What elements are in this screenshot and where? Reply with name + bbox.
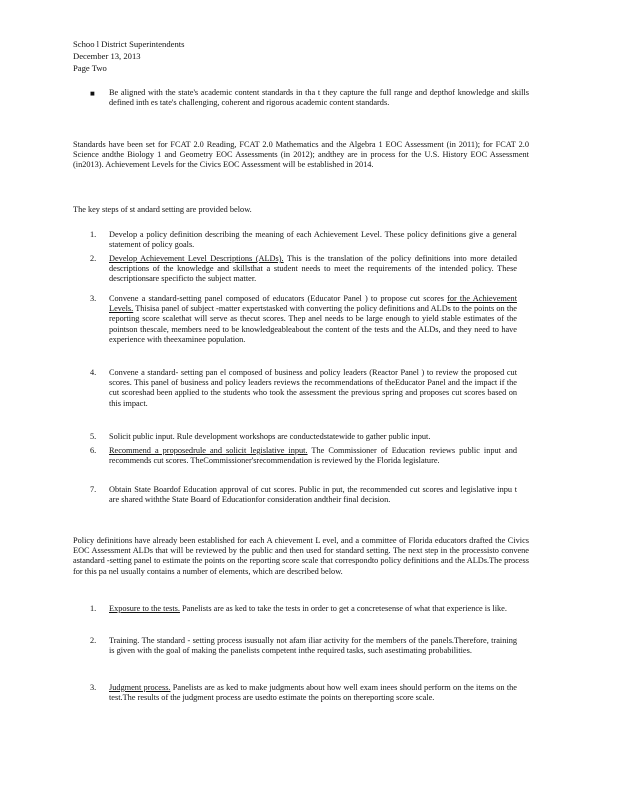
- element-lead: Training.: [109, 636, 140, 645]
- step-item: [109, 432, 539, 442]
- element-item: [109, 636, 517, 656]
- step-item: [109, 446, 517, 466]
- element-lead-underlined: Judgment process.: [109, 683, 171, 692]
- step-lead-underlined: Develop Achievement Level Descriptions (ALDs).: [109, 254, 284, 263]
- element-number: 2.: [90, 636, 97, 645]
- step-item: [109, 230, 517, 250]
- policy-paragraph: Policy definitions have already been established for each A chievement L evel, and a committee of Florida educators drafted the Civics EOC Assessment ALDs that will be reviewed by the public and then used for standard setting. The next step in the processisto convene astandard -setting panel to estimate the points on the reporting score scale that correspondto policy definitions and the ALDs.The process for this pa nel usually contains a number of elements, which are described below.: [73, 536, 529, 576]
- step-item: [109, 254, 517, 285]
- step-lead-underlined: for the Achievement Levels.: [109, 294, 517, 314]
- element-text: The standard - setting process isusually not afam iliar activity for the members of the panels.Therefore, training is given with the goal of making the panelists competent inthe required tasks, such asestimating probabilities.: [109, 636, 517, 656]
- step-text: Develop a policy definition describing the meaning of each Achievement Level. These policy definitions give a general statement of policy goals.: [109, 230, 517, 250]
- step-number: 3.: [90, 294, 97, 303]
- step-item: [109, 485, 517, 505]
- step-text: Convene a standard-setting panel composed of educators (Educator Panel ) to propose cut scores: [109, 294, 448, 303]
- step-number: 5.: [90, 432, 97, 441]
- step-item: [109, 294, 517, 345]
- step-number: 1.: [90, 230, 97, 239]
- step-text: Obtain State Boardof Education approval of cut scores. Public in put, the recommended cut scores and legislative inpu t are shared withthe State Board of Educationfor consideration andtheir final decision.: [109, 485, 517, 505]
- bullet-icon: ■: [90, 89, 95, 98]
- standards-paragraph: Standards have been set for FCAT 2.0 Reading, FCAT 2.0 Mathematics and the Algebra 1 EOC Assessment (in 2011); for FCAT 2.0 Science andthe Biology 1 and Geometry EOC Assessments (in 2012); andthey are in process for the U.S. History EOC Assessment (in2013). Achievement Levels for the Civics EOC Assessment will be established in 2014.: [73, 140, 529, 170]
- element-item: [109, 604, 517, 614]
- step-text: Convene a standard- setting pan el composed of business and policy leaders (Reactor Panel ) to review the proposed cut scores. This panel of business and policy leaders reviews the recommendations of theEducator Panel and the impact if the cut scoreshad been applied to the students who took the assessment the previous spring and proposes cut scores based on this impact.: [109, 368, 517, 408]
- element-number: 1.: [90, 604, 97, 613]
- element-item: [109, 683, 517, 703]
- element-lead-underlined: Exposure to the tests.: [109, 604, 180, 613]
- step-number: 6.: [90, 446, 97, 455]
- letter-header: [73, 38, 184, 74]
- step-number: 2.: [90, 254, 97, 263]
- step-item: [109, 368, 517, 409]
- header-date: December 13, 2013: [73, 51, 141, 61]
- step-text: Solicit public input. Rule development workshops are conductedstatewide to gather public input.: [109, 432, 431, 441]
- step-number: 7.: [90, 485, 97, 494]
- step-number: 4.: [90, 368, 97, 377]
- step-text: This is the translation of the policy definitions into more detailed descriptions of the knowledge and skillsthat a student needs to meet the requirements of the intended policy. These descriptionsare specificto the subject matter.: [109, 254, 517, 284]
- step-lead-underlined: Recommend a proposedrule and solicit legislative input.: [109, 446, 308, 455]
- bullet-paragraph: Be aligned with the state's academic content standards in tha t they capture the full range and depthof knowledge and skills defined inth es tate's challenging, coherent and rigorous academic content standards.: [109, 88, 529, 108]
- step-text-continued: Thisisa panel of subject -matter expertstasked with converting the policy definitions and ALDs to the points on the reporting score scalethat will serve as thecut scores. Thep anel needs to be large enough to yield stable estimates of the pointson thescale, members need to be knowledgeableabout the content of the tests and the ALDs, and they need to have experience with theexaminee population.: [109, 304, 517, 344]
- element-text: Panelists are as ked to take the tests in order to get a concretesense of what that experience is like.: [179, 604, 507, 613]
- element-text: Panelists are as ked to make judgments about how well exam inees should perform on the items on the test.The results of the judgment process are usedto estimate the points on thereporting score scale.: [109, 683, 517, 703]
- element-number: 3.: [90, 683, 97, 692]
- header-page-number: Page Two: [73, 63, 107, 73]
- header-recipient: Schoo l District Superintendents: [73, 39, 185, 49]
- key-steps-intro: The key steps of st andard setting are provided below.: [73, 205, 252, 214]
- step-text: The Commissioner of Education reviews public input and recommends cut scores. TheCommissioner'srecommendation is reviewed by the Florida legislature.: [109, 446, 517, 466]
